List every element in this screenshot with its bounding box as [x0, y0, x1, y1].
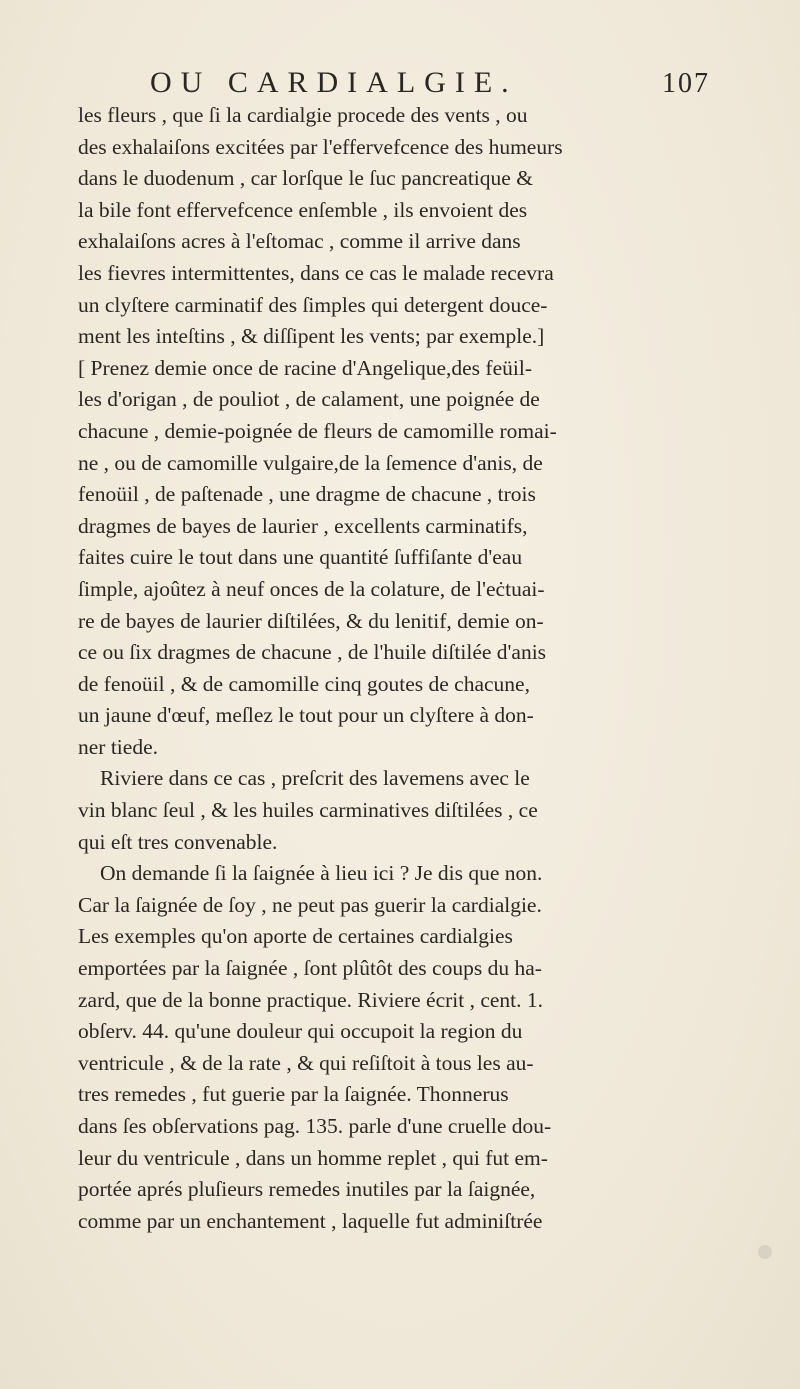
text-line: On demande ſi la ſaignée à lieu ici ? Je dis que non.: [100, 861, 543, 886]
text-line: [ Prenez demie once de racine d'Angelique,des feüil-: [78, 355, 532, 380]
page-number: 107: [662, 68, 710, 99]
text-line: Les exemples qu'on aporte de certaines cardialgies: [78, 924, 513, 949]
text-line: fenoüil , de paſtenade , une dragme de chacune , trois: [78, 482, 536, 507]
text-line: des exhalaiſons excitées par l'effervefcence des humeurs: [78, 134, 563, 159]
text-line: qui eſt tres convenable.: [78, 829, 278, 854]
text-line: un clyſtere carminatif des ſimples qui detergent douce-: [78, 292, 548, 317]
text-line: re de bayes de laurier diſtilées, & du lenitif, demie on-: [78, 608, 544, 633]
running-header: [150, 66, 710, 100]
text-line: ment les inteſtins , & diſſipent les vents; par exemple.]: [78, 324, 545, 349]
text-line: faites cuire le tout dans une quantité ſuffiſante d'eau: [78, 545, 523, 570]
text-line: emportées par la ſaignée , ſont plûtôt des coups du ha-: [78, 956, 542, 981]
header-title: OU CARDIALGIE.: [150, 66, 518, 99]
text-line: les fleurs , que ſi la cardialgie procede des vents , ou: [78, 103, 528, 127]
text-line: ner tiede.: [78, 734, 158, 759]
text-line: Riviere dans ce cas , preſcrit des lavemens avec le: [100, 766, 530, 791]
text-line: leur du ventricule , dans un homme replet , qui fut em-: [78, 1145, 548, 1170]
text-line: les fievres intermittentes, dans ce cas le malade recevra: [78, 260, 554, 285]
body-text: [78, 100, 738, 1237]
text-line: exhalaiſons acres à l'eſtomac , comme il arrive dans: [78, 229, 521, 254]
text-line: ce ou ſix dragmes de chacune , de l'huile diſtilée d'anis: [78, 640, 547, 665]
text-line: tres remedes , fut guerie par la ſaignée. Thonnerus: [78, 1082, 509, 1107]
text-line: obſerv. 44. qu'une douleur qui occupoit la region du: [78, 1019, 523, 1044]
text-line: la bile font effervefcence enſemble , ils envoient des: [78, 197, 528, 222]
text-line: comme par un enchantement , laquelle fut adminiſtrée: [78, 1208, 543, 1233]
text-line: les d'origan , de pouliot , de calament, une poignée de: [78, 387, 540, 412]
text-line: portée aprés pluſieurs remedes inutiles par la ſaignée,: [78, 1177, 536, 1202]
text-line: ventricule , & de la rate , & qui reſiſtoit à tous les au-: [78, 1050, 534, 1075]
paper-stain: [758, 1245, 772, 1259]
text-line: dans le duodenum , car lorſque le ſuc pancreatique &: [78, 166, 533, 191]
text-line: dans ſes obſervations pag. 135. parle d'une cruelle dou-: [78, 1114, 552, 1138]
text-line: dragmes de bayes de laurier , excellents carminatifs,: [78, 513, 528, 538]
text-line: un jaune d'œuf, meſlez le tout pour un clyſtere à don-: [78, 703, 534, 728]
text-line: ne , ou de camomille vulgaire,de la ſemence d'anis, de: [78, 450, 543, 475]
text-line: chacune , demie-poignée de fleurs de camomille romai-: [78, 418, 557, 443]
text-line: Car la ſaignée de ſoy , ne peut pas guerir la cardialgie.: [78, 892, 542, 917]
text-line: de fenoüil , & de camomille cinq goutes de chacune,: [78, 671, 530, 696]
text-line: ſimple, ajoûtez à neuf onces de la colature, de l'eċtuai-: [78, 576, 545, 601]
text-line: vin blanc ſeul , & les huiles carminatives diſtilées , ce: [78, 798, 538, 823]
text-line: zard, que de la bonne practique. Riviere écrit , cent. 1.: [78, 987, 544, 1012]
